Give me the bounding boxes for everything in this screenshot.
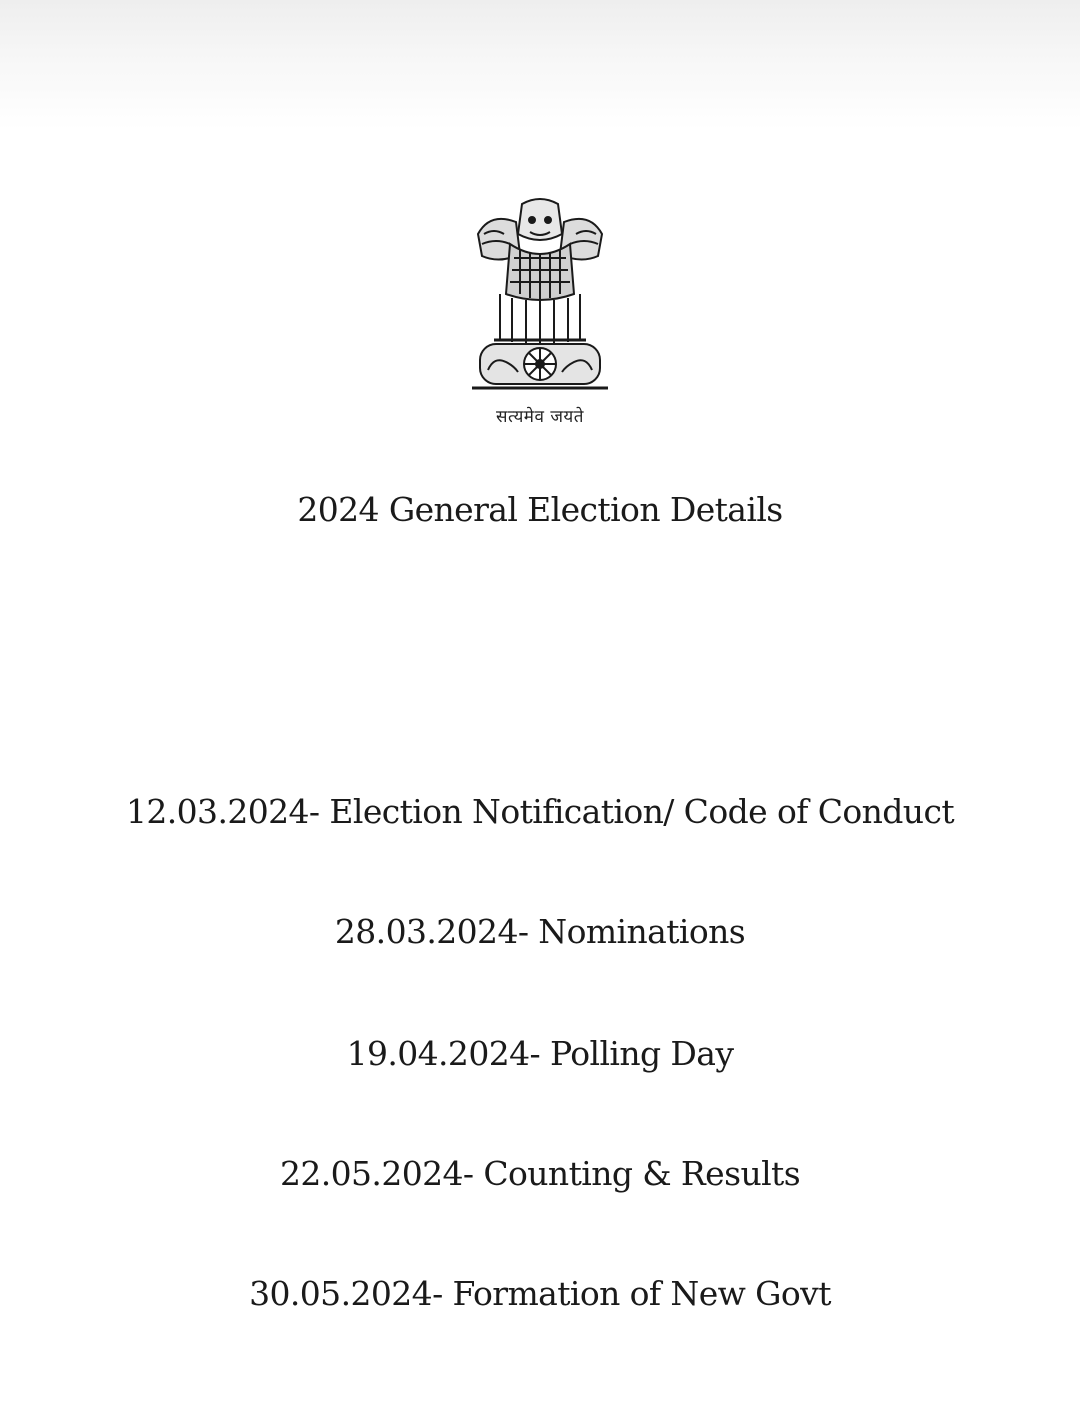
schedule-event: Election Notification/ Code of Conduct: [329, 792, 955, 831]
schedule-separator: -: [432, 1274, 453, 1313]
schedule-date: 28.03.2024: [334, 912, 518, 951]
schedule-item: [0, 1274, 1080, 1313]
schedule-event: Nominations: [538, 912, 746, 951]
national-motto: सत्यमेव जयते: [496, 407, 584, 427]
schedule-date: 22.05.2024: [279, 1154, 463, 1193]
page-title: 2024 General Election Details: [297, 490, 783, 529]
schedule-date: 30.05.2024: [249, 1274, 433, 1313]
schedule-item: [0, 792, 1080, 831]
schedule-date: 12.03.2024: [125, 792, 309, 831]
schedule-item: [0, 1154, 1080, 1193]
national-emblem-icon: [470, 194, 610, 394]
schedule-event: Formation of New Govt: [452, 1274, 831, 1313]
schedule-separator: -: [517, 912, 539, 951]
schedule-event: Counting & Results: [483, 1154, 801, 1193]
schedule-event: Polling Day: [549, 1034, 734, 1073]
schedule-separator: -: [462, 1154, 484, 1193]
schedule-item: [0, 1034, 1080, 1073]
schedule-separator: -: [529, 1034, 550, 1073]
schedule-date: 19.04.2024: [346, 1034, 530, 1073]
schedule-item: [0, 912, 1080, 951]
schedule-separator: -: [308, 792, 330, 831]
